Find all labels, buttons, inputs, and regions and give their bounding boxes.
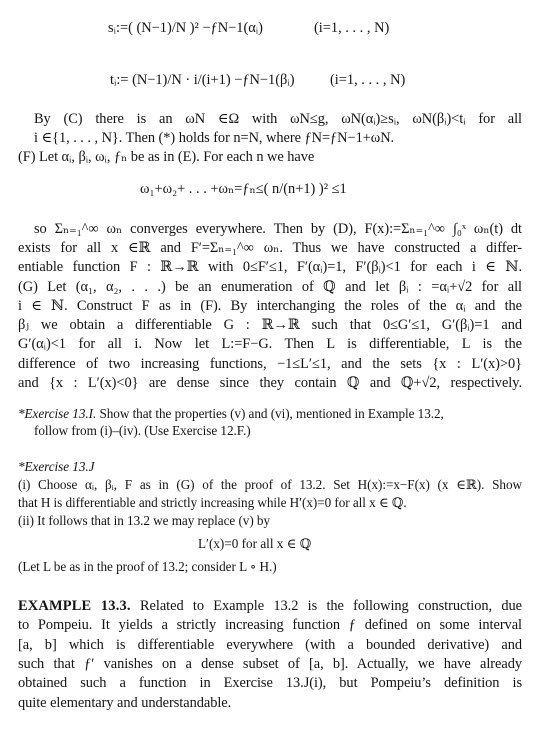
paragraph-g-line: βⱼ we obtain a differentiable G : ℝ→ℝ such that 0≤G′≤1, G′(βᵢ)=1 and bbox=[18, 317, 522, 333]
example-13-3-line: such that ƒ′ vanishes on a dense subset of [a, b]. Actually, we have already bbox=[18, 656, 522, 672]
exercise-13i-line: follow from (i)–(iv). (Use Exercise 12.F.) bbox=[34, 423, 251, 438]
example-13-3-heading: EXAMPLE 13.3. bbox=[18, 598, 131, 614]
example-13-3-text: Related to Example 13.2 is the following construction, due bbox=[130, 598, 522, 614]
exercise-13j-equation: L′(x)=0 for all x ∈ ℚ bbox=[198, 536, 312, 551]
cut-off-text-line bbox=[18, 736, 522, 744]
example-13-3-line bbox=[18, 598, 522, 615]
example-13-3-line: quite elementary and understandable. bbox=[18, 695, 232, 711]
example-13-3-line: [a, b] which is differentiable everywhere (with a bounded derivative) and bbox=[18, 637, 522, 653]
exercise-13j-title: *Exercise 13.J bbox=[18, 459, 95, 474]
equation-t-definition: tᵢ:= (N−1)/N · i/(i+1) −ƒN−1(βᵢ) bbox=[110, 72, 295, 88]
exercise-13i-title: *Exercise 13.I. bbox=[18, 406, 97, 421]
paragraph-g-line: (G) Let (α₁, α₂, . . .) be an enumeration of ℚ and let βᵢ : =αᵢ+√2 for all bbox=[18, 279, 522, 295]
paragraph-g-line: G′(αᵢ)<1 for all i. Now let L:=F−G. Then L is differentiable, L is the bbox=[18, 336, 522, 352]
equation-s-definition: sᵢ:=( (N−1)/N )² −ƒN−1(αᵢ) bbox=[108, 20, 263, 36]
exercise-13i-text: Show that the properties (v) and (vi), mentioned in Example 13.2, bbox=[96, 406, 444, 421]
paragraph-g-line: difference of two increasing functions, −1≤L′≤1, and the sets {x : L′(x)>0} bbox=[18, 356, 522, 372]
paragraph-f-line: exists for all x ∈ℝ and F′=Σₙ₌₁^∞ ωₙ. Thus we have constructed a differ- bbox=[18, 240, 522, 256]
paragraph-f-line: (F) Let αᵢ, βᵢ, ωᵢ, ƒₙ be as in (E). For each n we have bbox=[18, 149, 315, 165]
exercise-13i-line bbox=[18, 406, 522, 422]
paragraph-c-line: By (C) there is an ωN ∈Ω with ωN≤g, ωN(αᵢ)≥sᵢ, ωN(βᵢ)<tᵢ for all bbox=[34, 111, 522, 127]
equation-omega-sum: ω₁+ω₂+ . . . +ωₙ=ƒₙ≤( n/(n+1) )² ≤1 bbox=[140, 181, 347, 197]
equation-s-range: (i=1, . . . , N) bbox=[314, 20, 390, 36]
paragraph-g-line: and {x : L′(x)<0} are dense since they contain ℚ and ℚ+√2, respectively. bbox=[18, 375, 522, 391]
example-13-3-line: to Pompeiu. It yields a strictly increasing function ƒ defined on some interval bbox=[18, 617, 522, 633]
paragraph-g-line: i ∈ ℕ. Construct F as in (F). By interchanging the roles of the αᵢ and the bbox=[18, 298, 522, 314]
example-13-3-line: obtained such a function in Exercise 13.J(i), but Pompeiu’s definition is bbox=[18, 675, 522, 691]
exercise-13j-line: (Let L be as in the proof of 13.2; consider L ∘ H.) bbox=[18, 559, 277, 574]
paragraph-f-line: entiable function F : ℝ→ℝ with 0≤F′≤1, F′(αᵢ)=1, F′(βᵢ)<1 for each i ∈ ℕ. bbox=[18, 259, 522, 275]
equation-t-range: (i=1, . . . , N) bbox=[330, 72, 406, 88]
exercise-13j-line: (ii) It follows that in 13.2 we may replace (v) by bbox=[18, 513, 271, 528]
paragraph-c-line: i ∈{1, . . . , N}. Then (*) holds for n=N, where ƒN=ƒN−1+ωN. bbox=[34, 130, 395, 146]
paragraph-f-line: so Σₙ₌₁^∞ ωₙ converges everywhere. Then by (D), F(x):=Σₙ₌₁^∞ ∫₀ˣ ωₙ(t) dt bbox=[34, 221, 522, 237]
exercise-13j-line: that H is differentiable and strictly increasing while H′(x)=0 for all x ∈ ℚ. bbox=[18, 495, 407, 510]
exercise-13j-line: (i) Choose αᵢ, βᵢ, F as in (G) of the proof of 13.2. Set H(x):=x−F(x) (x ∈ℝ). Show bbox=[18, 477, 522, 492]
